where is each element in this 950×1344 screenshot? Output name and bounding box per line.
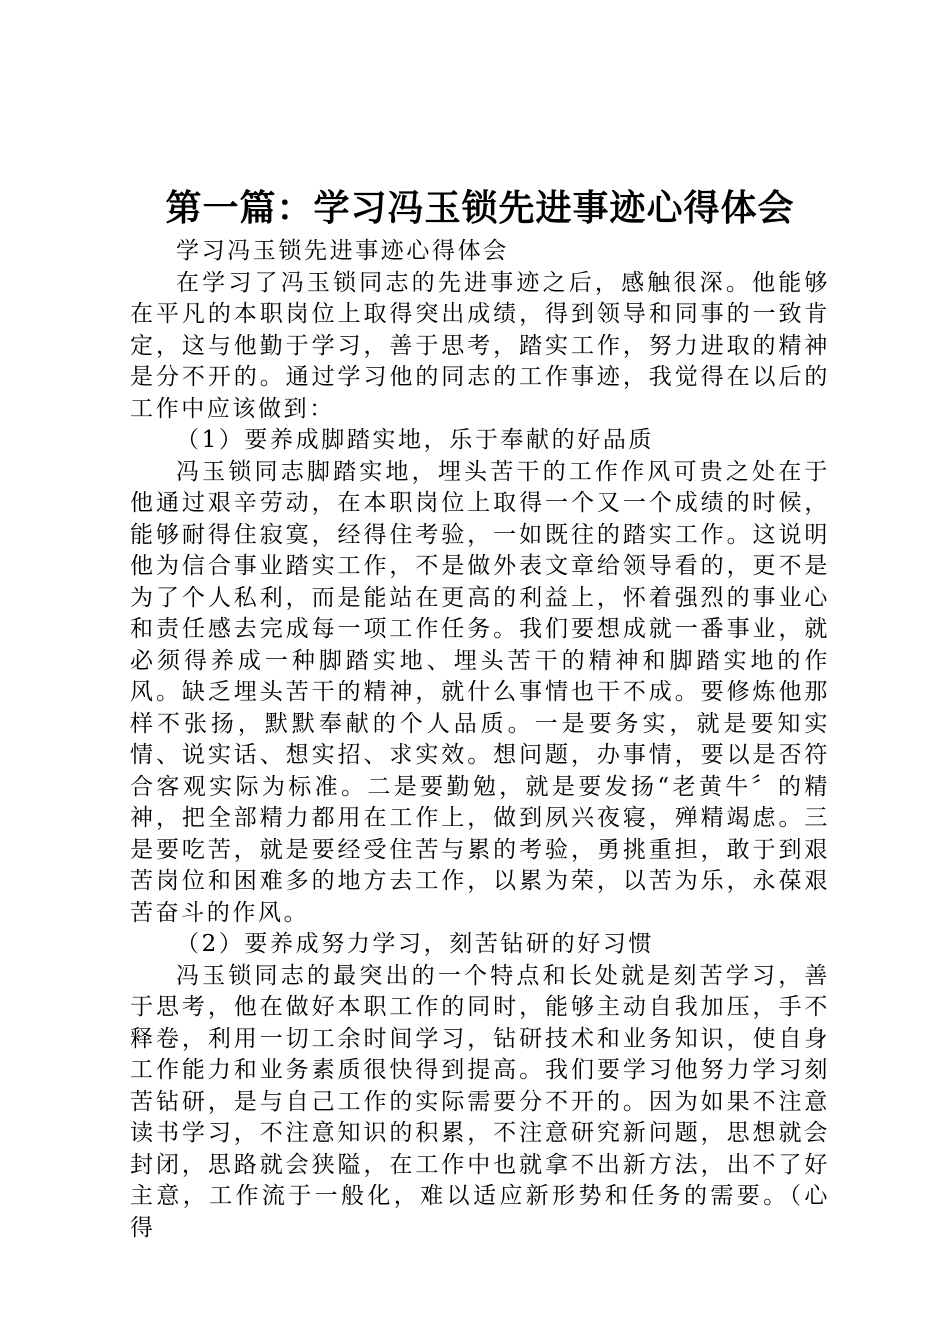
section-1-paragraph: 冯玉锁同志脚踏实地，埋头苦干的工作作风可贵之处在于他通过艰辛劳动，在本职岗位上取得一个又一个成绩的时候，能够耐得住寂寞，经得住考验，一如既往的踏实工作。这说明他为信合事业踏实工作，不是做外表文章给领导看的，更不是为了个人私利，而是能站在更高的利益上，怀着强烈的事业心和责任感去完成每一项工作任务。我们要想成就一番事业，就必须得养成一种脚踏实地、埋头苦干的精神和脚踏实地的作风。缺乏埋头苦干的精神，就什么事情也干不成。要修炼他那样不张扬，默默奉献的个人品质。一是要务实，就是要知实情、说实话、想实招、求实效。想问题，办事情，要以是否符合客观实际为标准。二是要勤勉，就是要发扬“老黄牛〞的精神，把全部精力都用在工作上，做到夙兴夜寝，殚精竭虑。三是要吃苦，就是要经受住苦与累的考验，勇挑重担，敢于到艰苦岗位和困难多的地方去工作，以累为荣，以苦为乐，永葆艰苦奋斗的作风。	[130, 458, 830, 926]
section-heading-2: （2）要养成努力学习，刻苦钻研的好习惯	[176, 931, 655, 957]
subtitle-paragraph: 学习冯玉锁先进事迹心得体会	[176, 238, 509, 264]
document-body	[130, 236, 830, 1244]
document-title: 第一篇：学习冯玉锁先进事迹心得体会	[165, 188, 795, 229]
section-2-paragraph: 冯玉锁同志的最突出的一个特点和长处就是刻苦学习，善于思考，他在做好本职工作的同时，能够主动自我加压，手不释卷，利用一切工余时间学习，钻研技术和业务知识，使自身工作能力和业务素质很快得到提高。我们要学习他努力学习刻苦钻研，是与自己工作的实际需要分不开的。因为如果不注意读书学习，不注意知识的积累，不注意研究新问题，思想就会封闭，思路就会狭隘，在工作中也就拿不出新方法，出不了好主意，工作流于一般化，难以适应新形势和任务的需要。（心得	[130, 962, 830, 1241]
section-heading-1: （1）要养成脚踏实地，乐于奉献的好品质	[176, 427, 655, 453]
intro-paragraph: 在学习了冯玉锁同志的先进事迹之后，感触很深。他能够在平凡的本职岗位上取得突出成绩，得到领导和同事的一致肯定，这与他勤于学习，善于思考，踏实工作，努力进取的精神是分不开的。通过学习他的同志的工作事迹，我觉得在以后的工作中应该做到：	[130, 269, 830, 422]
